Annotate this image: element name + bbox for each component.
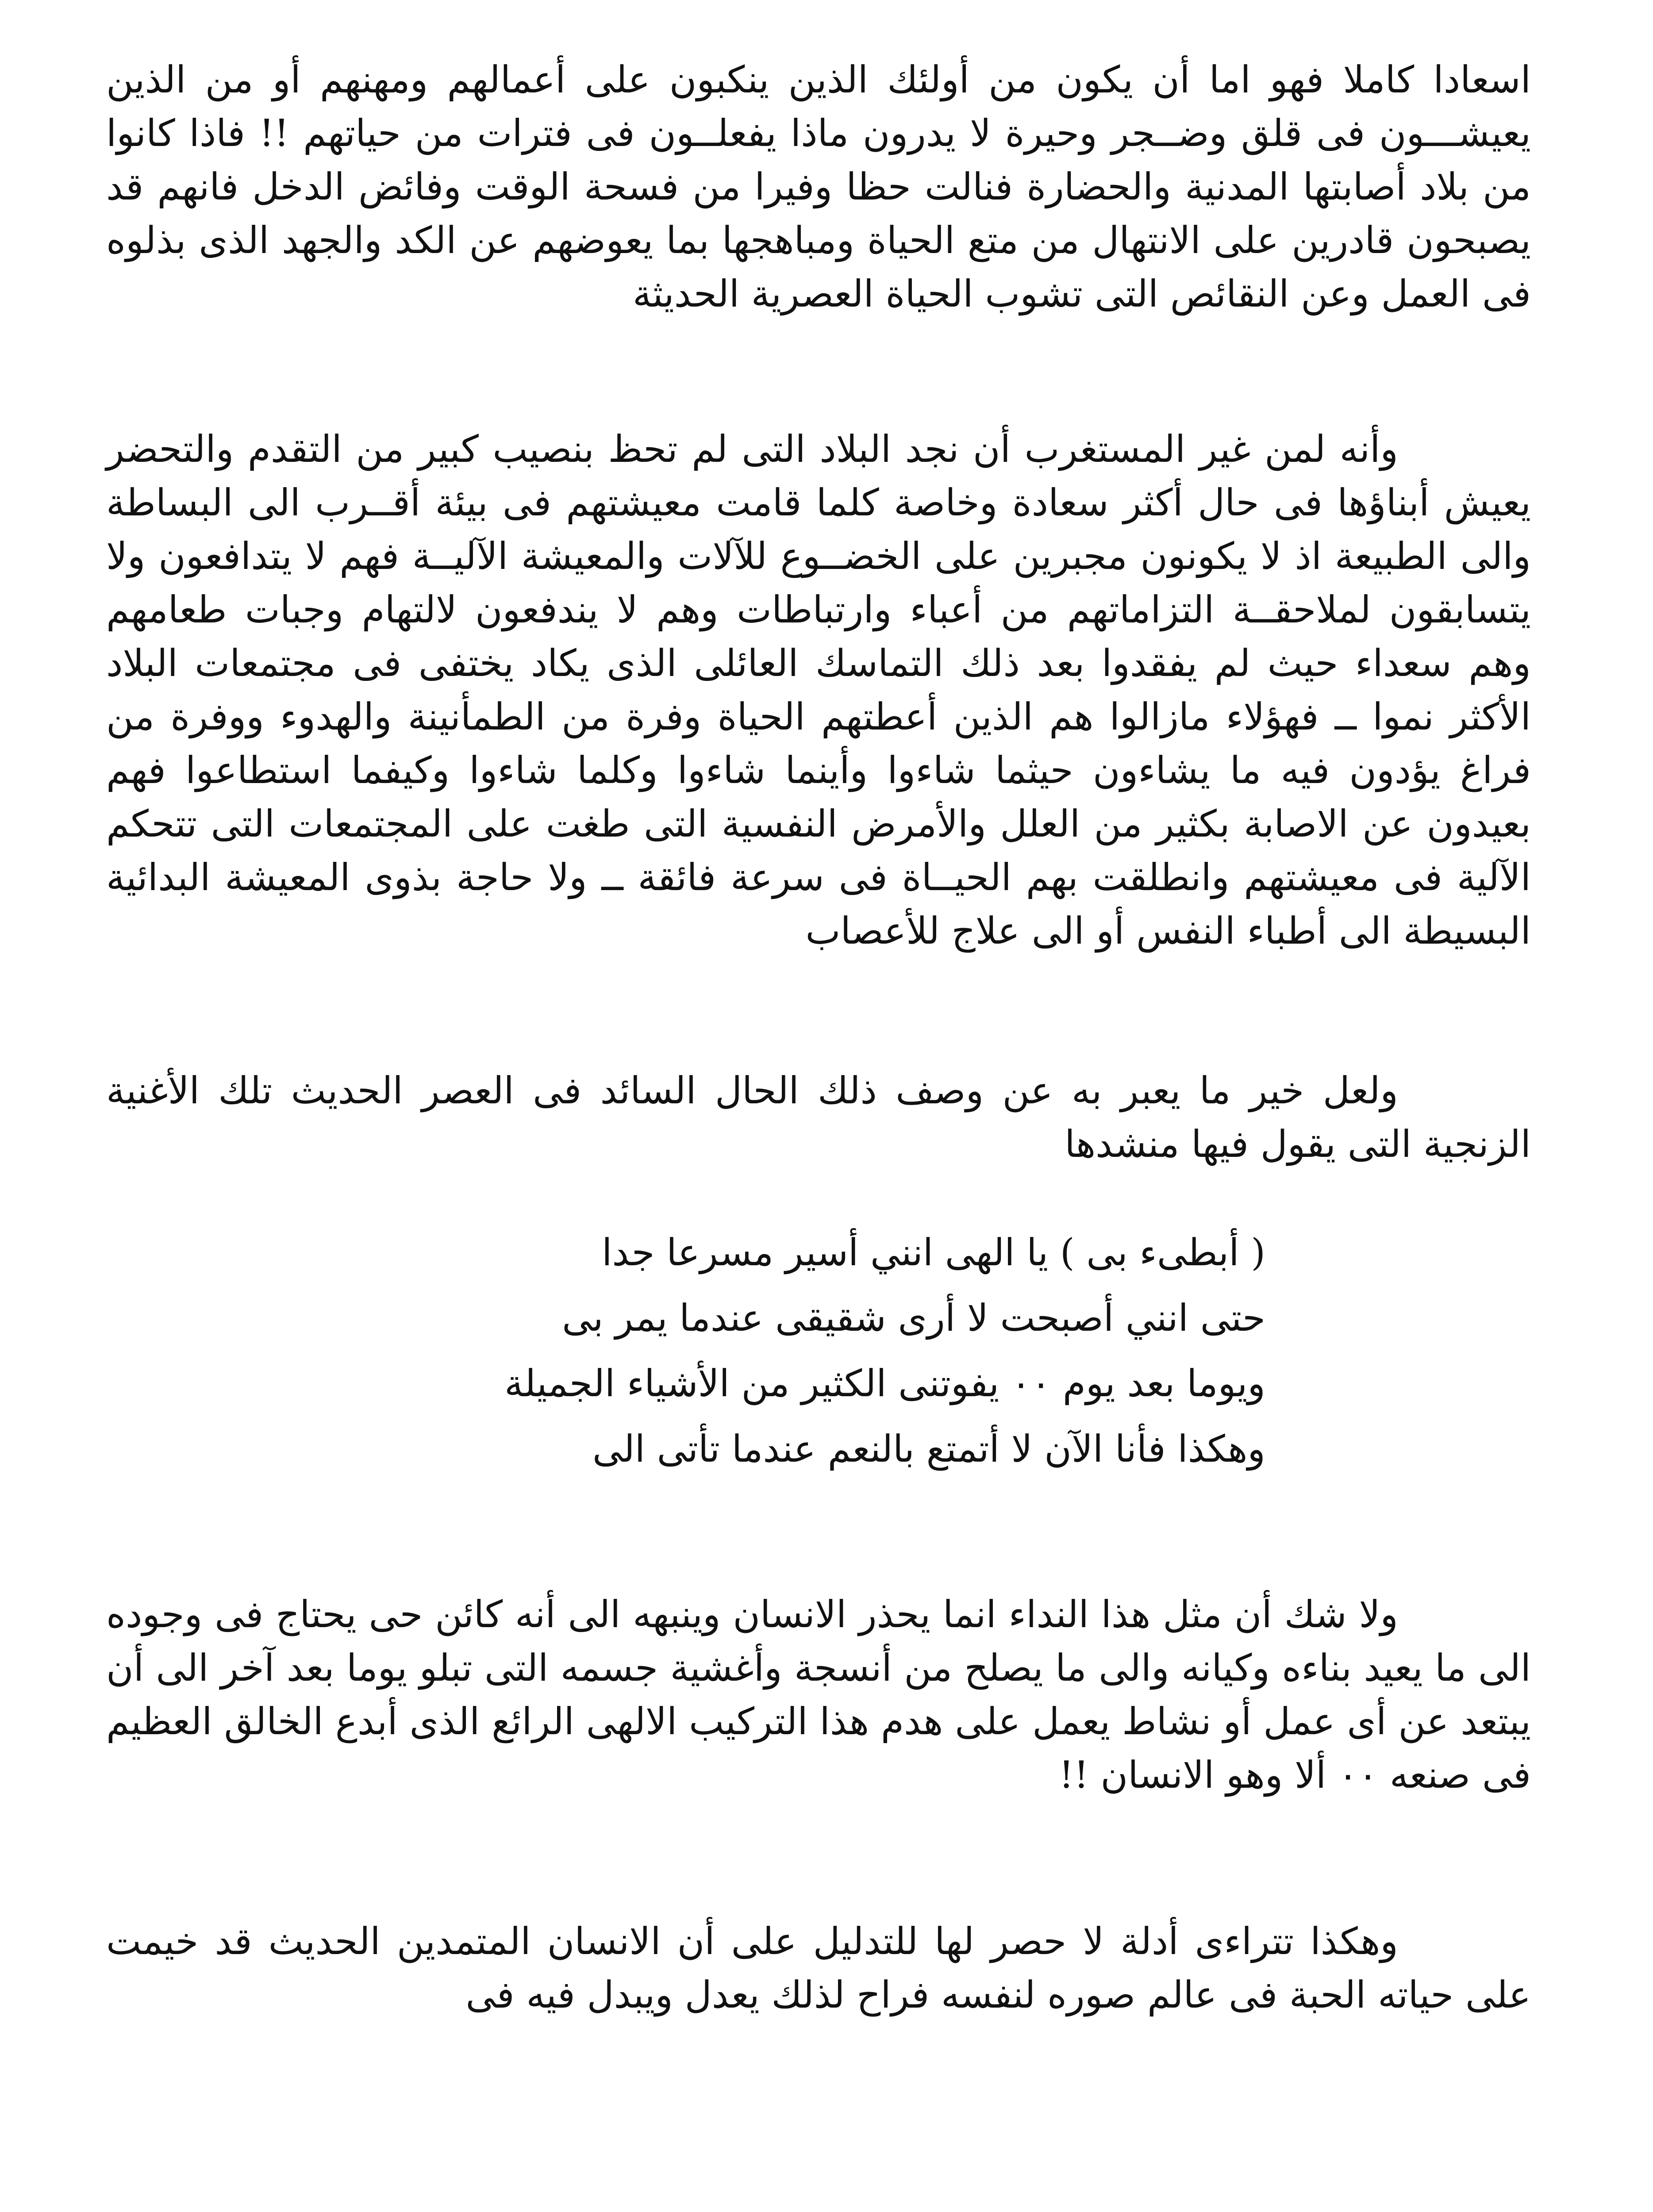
- verse-line-2: حتى انني أصبحت لا أرى شقيقى عندما يمر بى: [562, 1296, 1265, 1340]
- verse-line-4: وهكذا فأنا الآن لا أتمتع بالنعم عندما تأتى الى: [592, 1427, 1265, 1471]
- paragraph-2: وأنه لمن غير المستغرب أن نجد البلاد التى لم تحظ بنصيب كبير من التقدم والتحضر يعيش أبناؤها فى حال أكثر سعادة وخاصة كلما قامت معيشتهم فى بيئة أقــرب الى البساطة والى الطبيعة اذ لا يكونون مجبرين على الخضــوع للآلات والمعيشة الآليــة فهم لا يتدافعون ولا يتسابقون لملاحقــة التزاماتهم من أعباء وارتباطات وهم لا يندفعون لالتهام وجبات طعامهم وهم سعداء حيث لم يفقدوا بعد ذلك التماسك العائلى الذى يكاد يختفى فى مجتمعات البلاد الأكثر نموا ــ فهؤلاء مازالوا هم الذين أعطتهم الحياة وفرة من الطمأنينة والهدوء ووفرة من فراغ يؤدون فيه ما يشاءون حيثما شاءوا وأينما شاءوا وكلما شاءوا وكيفما استطاعوا فهم بعيدون عن الاصابة بكثير من العلل والأمرض النفسية التى طغت على المجتمعات التى تتحكم الآلية فى معيشتهم وانطلقت بهم الحيــاة فى سرعة فائقة ــ ولا حاجة بذوى المعيشة البدائية البسيطة الى أطباء النفس أو الى علاج للأعصاب: [106, 427, 1531, 952]
- paragraph-4: ولا شك أن مثل هذا النداء انما يحذر الانسان وينبهه الى أنه كائن حى يحتاج فى وجوده الى ما يعيد بناءه وكيانه والى ما يصلح من أنسجة وأغشية جسمه التى تبلو يوما بعد آخر الى أن يبتعد عن أى عمل أو نشاط يعمل على هدم هذا التركيب الالهى الرائع الذى أبدع الخالق العظيم فى صنعه ٠٠ ألا وهو الانسان !!: [106, 1593, 1531, 1797]
- document-page: [106, 53, 1531, 2212]
- paragraph-1: اسعادا كاملا فهو اما أن يكون من أولئك الذين ينكبون على أعمالهم ومهنهم أو من الذين يعيشـــون فى قلق وضــجر وحيرة لا يدرون ماذا يفعلــون فى فترات من حياتهم !! فاذا كانوا من بلاد أصابتها المدنية والحضارة فنالت حظا وفيرا من فسحة الوقت وفائض الدخل فانهم قد يصبحون قادرين على الانتهال من متع الحياة ومباهجها بما يعوضهم عن الكد والجهد الذى بذلوه فى العمل وعن النقائص التى تشوب الحياة العصرية الحديثة: [106, 58, 1531, 315]
- poem-verse: [106, 1220, 1531, 1482]
- verse-line-1: ( أبطىء بى ) يا الهى انني أسير مسرعا جدا: [602, 1231, 1265, 1274]
- paragraph-5: وهكذا تتراءى أدلة لا حصر لها للتدليل على أن الانسان المتمدين الحديث قد خيمت على حياته الحبة فى عالم صوره لنفسه فراح لذلك يعدل ويبدل فيه فى: [106, 1920, 1531, 2016]
- paragraph-3: ولعل خير ما يعبر به عن وصف ذلك الحال السائد فى العصر الحديث تلك الأغنية الزنجية التى يقول فيها منشدها: [106, 1069, 1531, 1166]
- verse-line-3: ويوما بعد يوم ٠٠ يفوتنى الكثير من الأشياء الجميلة: [504, 1362, 1265, 1405]
